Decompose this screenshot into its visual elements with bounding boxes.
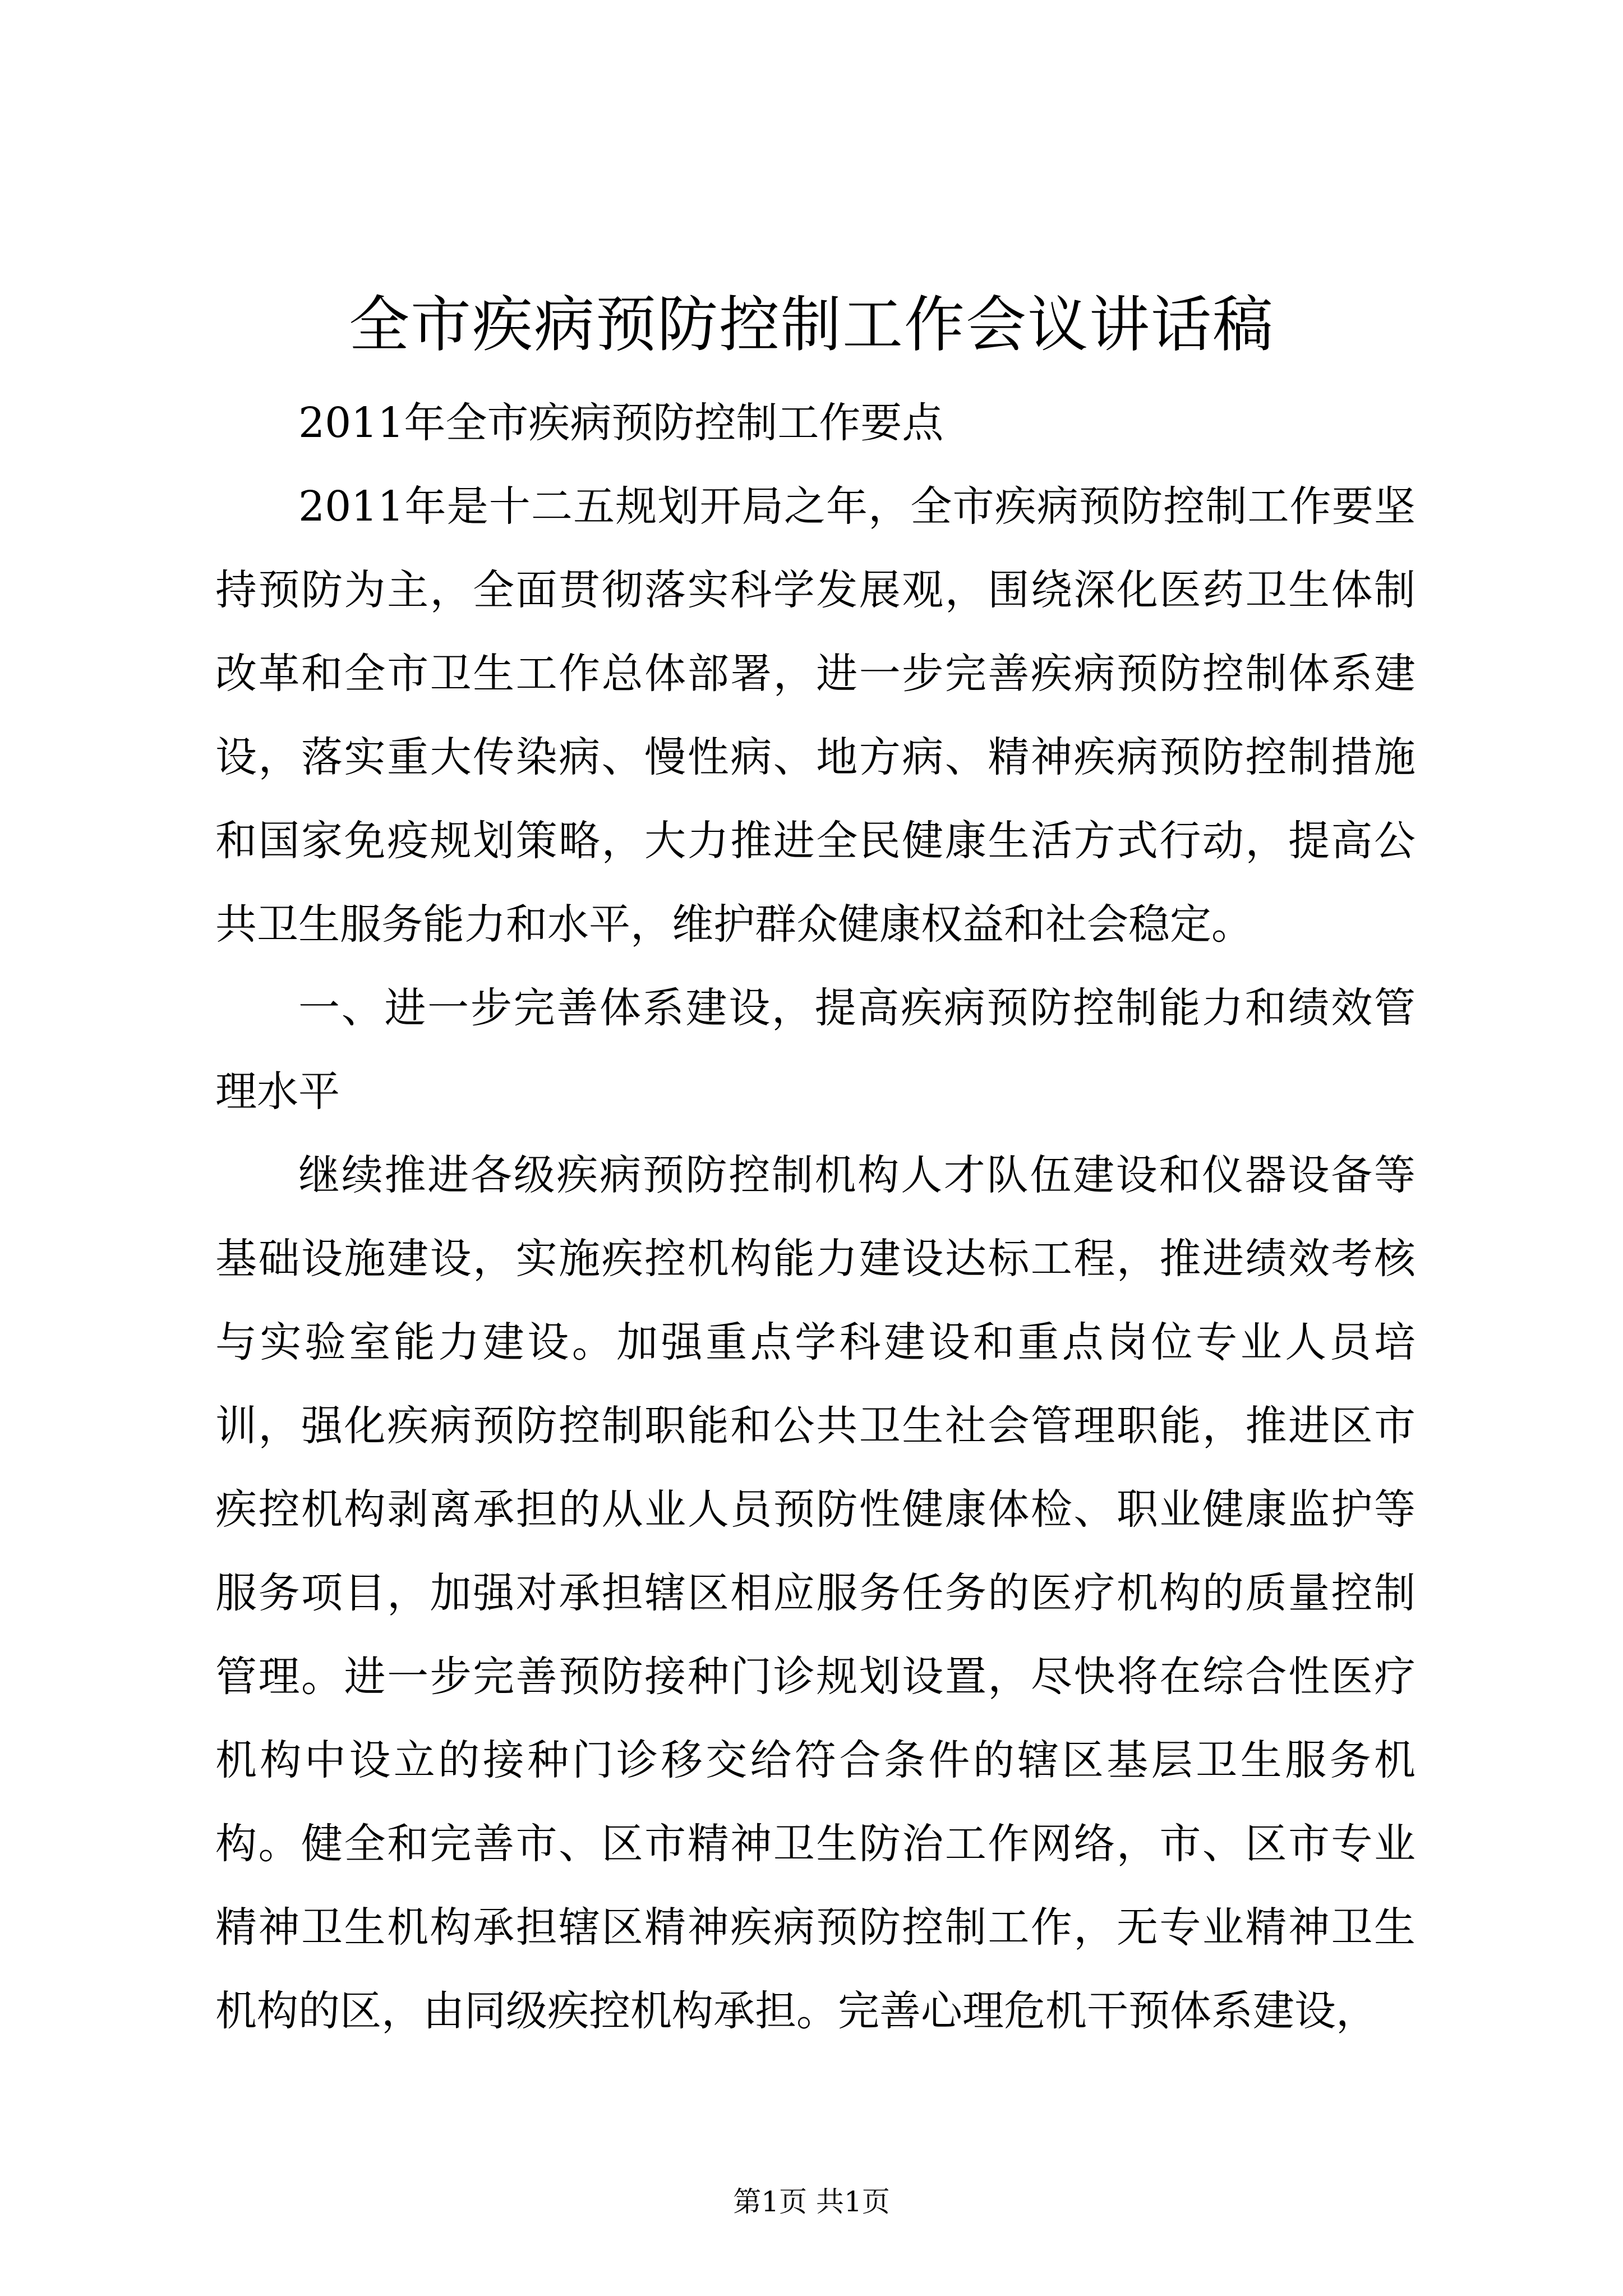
paragraph-body: 继续推进各级疾病预防控制机构人才队伍建设和仪器设备等基础设施建设，实施疾控机构能力建设达标工程，推进绩效考核与实验室能力建设。加强重点学科建设和重点岗位专业人员培训，强化疾病预防控制职能和公共卫生社会管理职能，推进区市疾控机构剥离承担的从业人员预防性健康体检、职业健康监护等服务项目，加强对承担辖区相应服务任务的医疗机构的质量控制管理。进一步完善预防接种门诊规划设置，尽快将在综合性医疗机构中设立的接种门诊移交给符合条件的辖区基层卫生服务机构。健全和完善市、区市精神卫生防治工作网络，市、区市专业精神卫生机构承担辖区精神疾病预防控制工作，无专业精神卫生机构的区，由同级疾控机构承担。完善心理危机干预体系建设， xyxy=(215,1151,1415,2035)
paragraph-subtitle: 2011年全市疾病预防控制工作要点 xyxy=(298,399,944,447)
paragraph-section-heading: 一、进一步完善体系建设，提高疾病预防控制能力和绩效管理水平 xyxy=(215,984,1415,1116)
page-footer: 第1页 共1页 xyxy=(733,2185,890,2218)
paragraph-intro: 2011年是十二五规划开局之年，全市疾病预防控制工作要坚持预防为主，全面贯彻落实科学发展观，围绕深化医药卫生体制改革和全市卫生工作总体部署，进一步完善疾病预防控制体系建设，落实重大传染病、慢性病、地方病、精神疾病预防控制措施和国家免疫规划策略，大力推进全民健康生活方式行动，提高公共卫生服务能力和水平，维护群众健康权益和社会稳定。 xyxy=(215,482,1415,949)
document-body xyxy=(215,381,1415,2053)
document-title: 全市疾病预防控制工作会议讲话稿 xyxy=(348,290,1274,360)
